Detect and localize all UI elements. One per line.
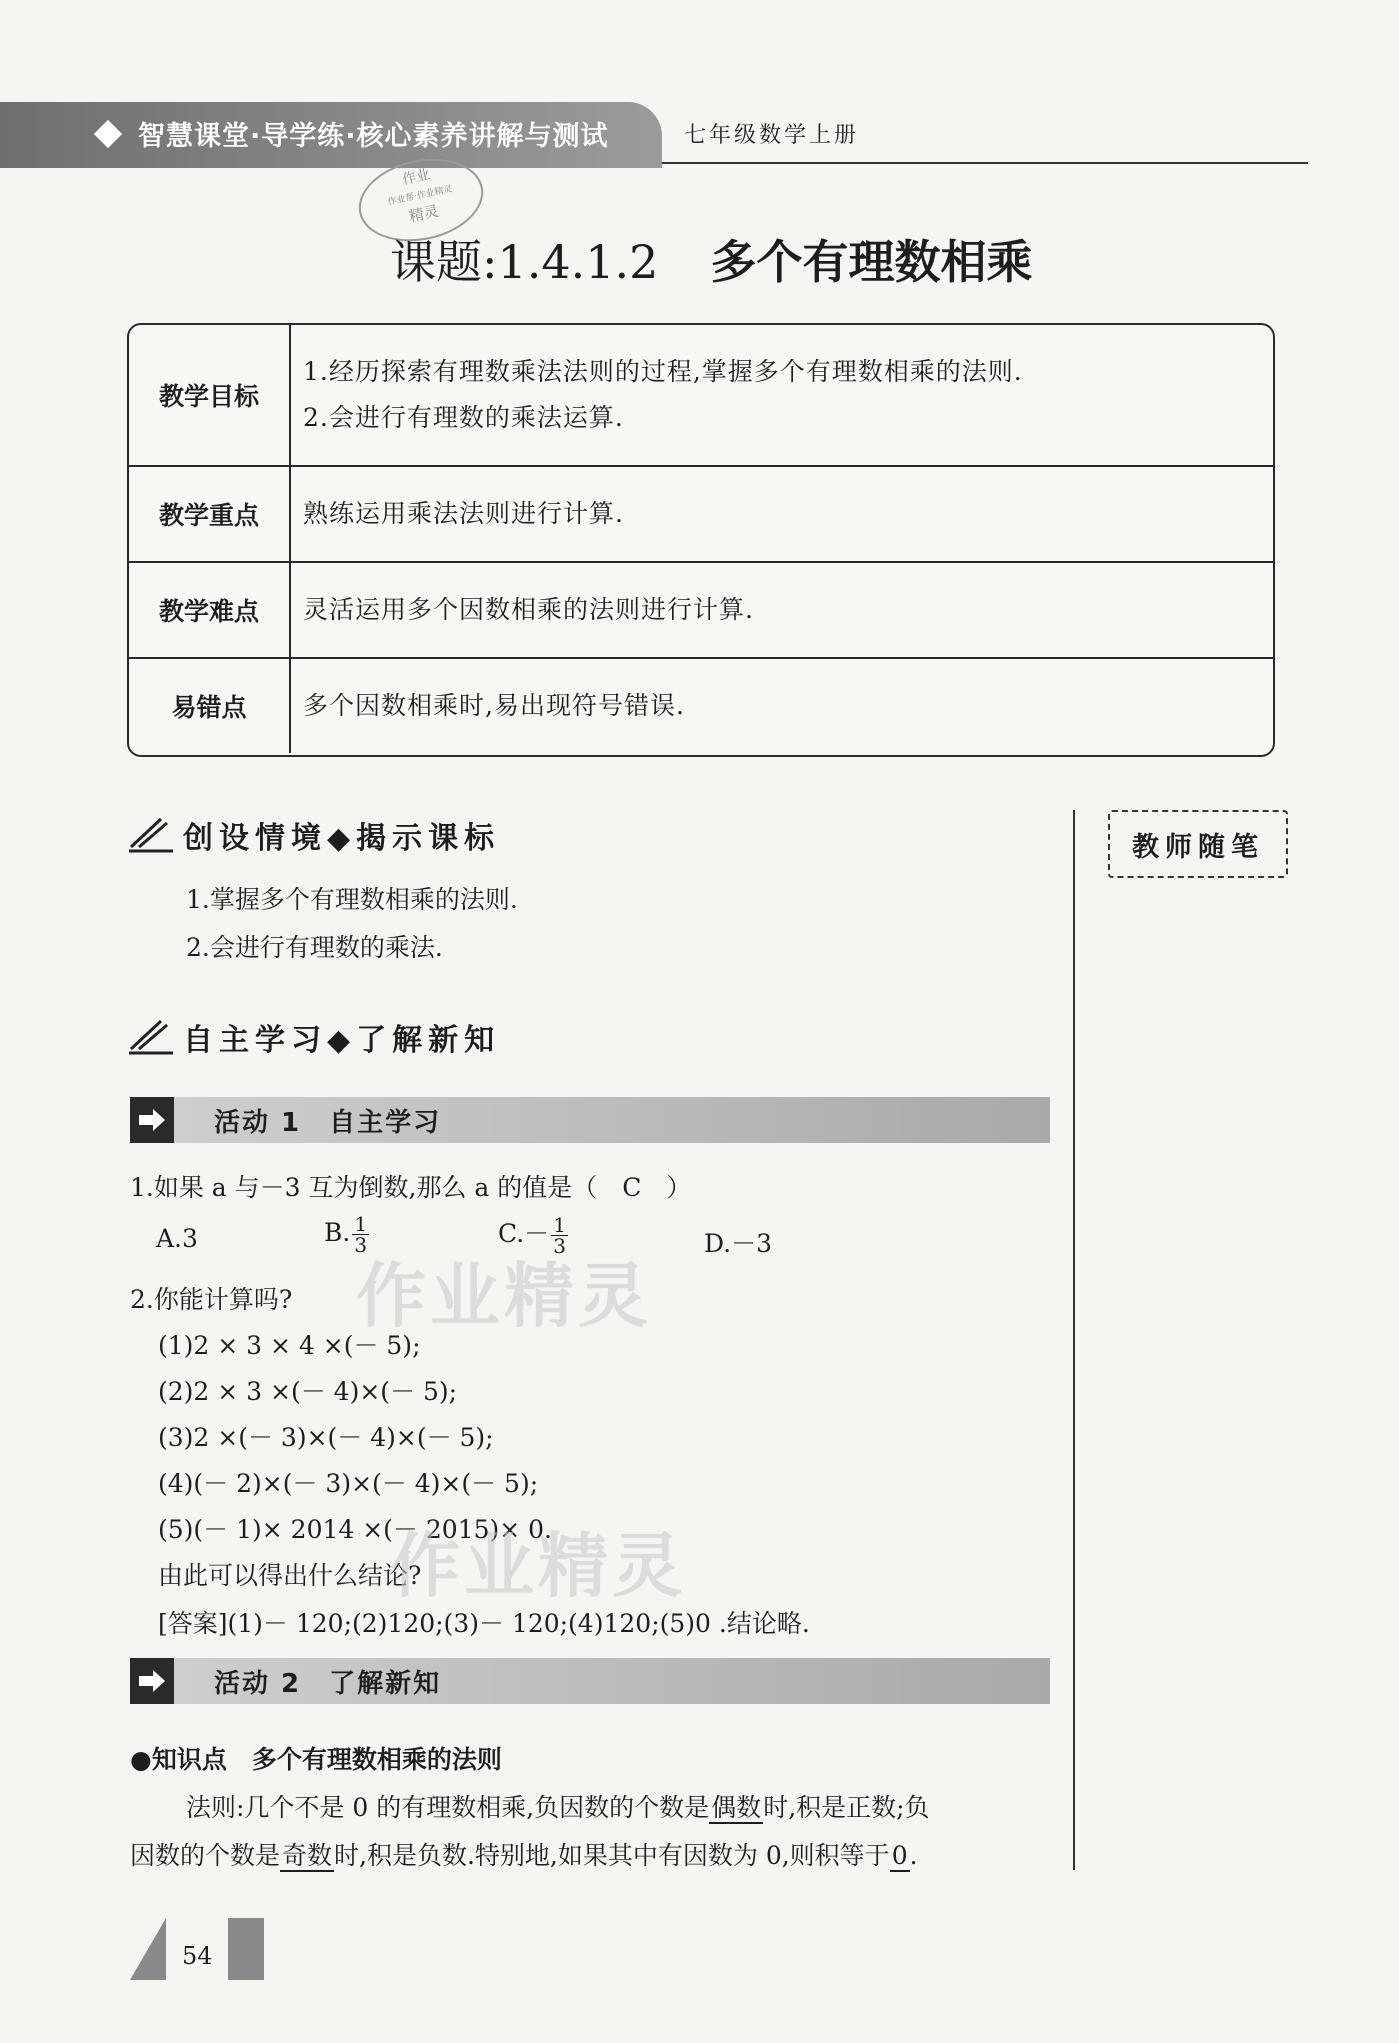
objective-text: 多个因数相乘时,易出现符号错误. xyxy=(303,691,685,720)
q2-question: 由此可以得出什么结论? xyxy=(158,1561,422,1590)
q2-item: (4)(－ 2)×(－ 3)×(－ 4)×(－ 5); xyxy=(158,1469,539,1498)
objectives-table xyxy=(127,323,1275,757)
section-title: 创设情境◆揭示课标 xyxy=(183,821,501,856)
stamp-line1: 作业 xyxy=(400,166,432,189)
page-corner-triangle xyxy=(130,1918,166,1980)
objective-row-goals xyxy=(129,325,1273,467)
objective-row-errors xyxy=(129,659,1273,753)
stamp-line2: 作业帮·作业精灵 xyxy=(386,184,454,208)
objective-label: 教学目标 xyxy=(129,325,291,465)
activity-label: 活动 2 了解新知 xyxy=(214,1668,442,1699)
blank-answer: 0 xyxy=(891,1841,908,1870)
arrow-right-icon xyxy=(130,1658,174,1704)
objective-text: 1.经历探索有理数乘法法则的过程,掌握多个有理数相乘的法则. xyxy=(303,357,1023,386)
blank-answer: 偶数 xyxy=(711,1793,762,1822)
knowledge-title: ●知识点 多个有理数相乘的法则 xyxy=(130,1745,502,1774)
section-heading-self-study xyxy=(127,1015,500,1059)
grade-label: 七年级数学上册 xyxy=(684,123,860,148)
teacher-notes-label: 教师随笔 xyxy=(1108,810,1288,878)
watermark: 作业精灵 xyxy=(356,1255,652,1337)
q2-stem: 2.你能计算吗? xyxy=(130,1285,293,1314)
book-title: 智慧课堂·导学练·核心素养讲解与测试 xyxy=(138,121,609,152)
q1-option-d: D.－3 xyxy=(704,1229,773,1258)
q1-stem: 1.如果 a 与－3 互为倒数,那么 a 的值是（ C ） xyxy=(130,1173,692,1202)
q2-item: (5)(－ 1)× 2014 ×(－ 2015)× 0. xyxy=(158,1515,553,1544)
q2-item: (3)2 ×(－ 3)×(－ 4)×(－ 5); xyxy=(158,1423,494,1452)
q2-item: (1)2 × 3 × 4 ×(－ 5); xyxy=(158,1331,421,1360)
objective-row-key-points xyxy=(129,467,1273,563)
objective-label: 易错点 xyxy=(129,659,291,753)
objective-label: 教学难点 xyxy=(129,563,291,657)
q2-answer: [答案](1)－ 120;(2)120;(3)－ 120;(4)120;(5)0 .结论略. xyxy=(158,1609,810,1638)
knowledge-rule-line1: 法则:几个不是 0 的有理数相乘,负因数的个数是偶数时,积是正数;负 xyxy=(186,1793,930,1822)
q1-option-c: C.－ $\frac{1}{3}$ xyxy=(498,1213,566,1258)
pen-icon xyxy=(127,1017,175,1057)
activity2-bar xyxy=(130,1658,1050,1704)
notes-column-divider xyxy=(1073,810,1075,1870)
page-corner-block xyxy=(228,1918,264,1980)
blank-answer: 奇数 xyxy=(282,1841,333,1870)
pen-icon xyxy=(127,815,175,855)
objective-text: 2.会进行有理数的乘法运算. xyxy=(303,403,624,432)
q1-option-b: B. $\frac{1}{3}$ xyxy=(324,1212,368,1257)
objective-label: 教学重点 xyxy=(129,467,291,561)
lesson-name: 多个有理数相乘 xyxy=(710,235,1033,289)
arrow-right-icon xyxy=(130,1097,174,1143)
section-title: 自主学习◆了解新知 xyxy=(183,1023,501,1058)
knowledge-rule-line2: 因数的个数是奇数时,积是负数.特别地,如果其中有因数为 0,则积等于0. xyxy=(130,1841,918,1870)
watermark: 作业精灵 xyxy=(390,1525,686,1607)
stamp-line3: 精灵 xyxy=(407,201,441,226)
objective-row-difficulties xyxy=(129,563,1273,659)
section-heading-scenario xyxy=(127,813,500,857)
page-number: 54 xyxy=(182,1942,213,1970)
q2-item: (2)2 × 3 ×(－ 4)×(－ 5); xyxy=(158,1377,458,1406)
objective-text: 灵活运用多个因数相乘的法则进行计算. xyxy=(303,595,754,624)
activity-label: 活动 1 自主学习 xyxy=(214,1107,442,1138)
section1-item: 2.会进行有理数的乘法. xyxy=(186,933,443,962)
q1-option-a: A.3 xyxy=(156,1224,198,1253)
section1-item: 1.掌握多个有理数相乘的法则. xyxy=(186,885,518,914)
activity1-bar xyxy=(130,1097,1050,1143)
objective-text: 熟练运用乘法法则进行计算. xyxy=(303,499,624,528)
header-rule xyxy=(662,162,1308,164)
lesson-code: 课题:1.4.1.2 xyxy=(390,235,659,289)
lesson-title xyxy=(390,226,1032,292)
